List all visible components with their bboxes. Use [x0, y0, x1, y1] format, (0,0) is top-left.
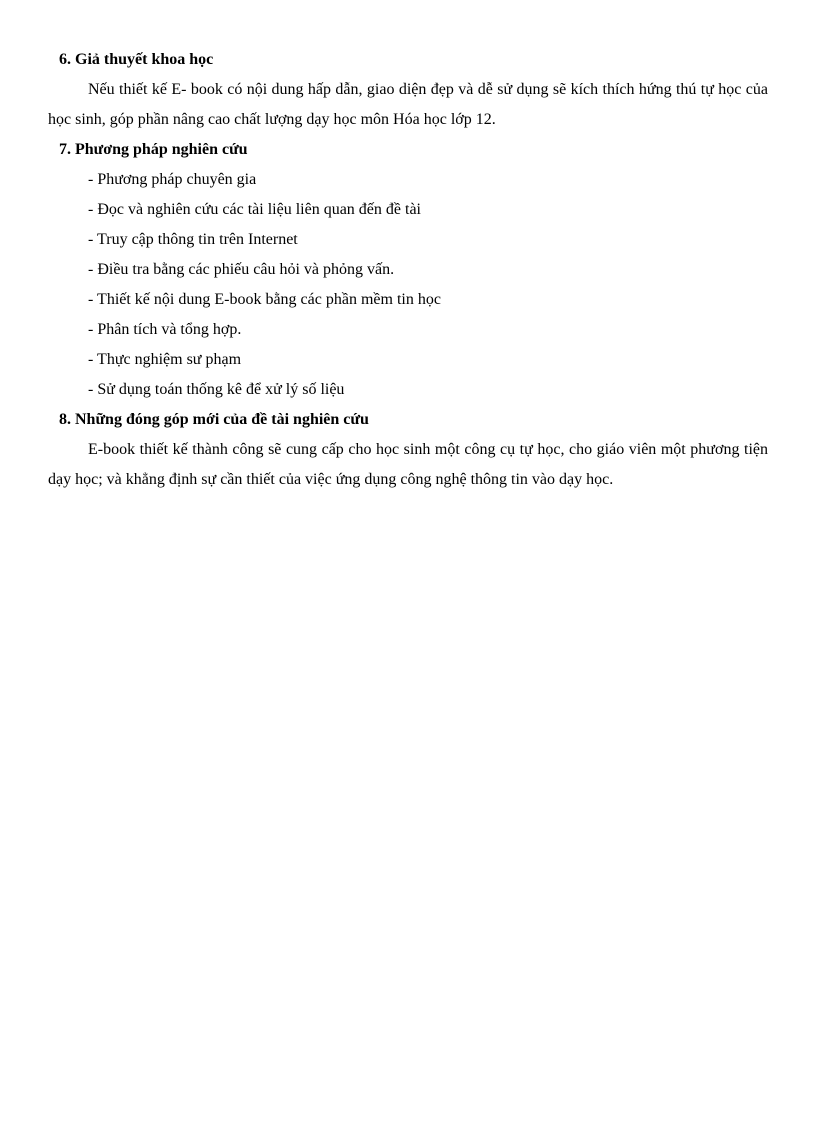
methods-list [48, 165, 768, 405]
section-6-heading: 6. Giả thuyết khoa học [59, 51, 214, 68]
list-item: - Truy cập thông tin trên Internet [88, 231, 298, 248]
document-page [48, 45, 768, 495]
section-8-heading: 8. Những đóng góp mới của đề tài nghiên cứu [59, 411, 369, 428]
list-item: - Điều tra bằng các phiếu câu hỏi và phỏng vấn. [88, 261, 395, 278]
list-item: - Phân tích và tổng hợp. [88, 321, 242, 338]
list-item: - Thiết kế nội dung E-book bằng các phần mềm tin học [88, 291, 441, 308]
list-item: - Đọc và nghiên cứu các tài liệu liên quan đến đề tài [88, 201, 421, 218]
section-6-paragraph: Nếu thiết kế E- book có nội dung hấp dẫn, giao diện đẹp và dễ sử dụng sẽ kích thích hứng thú tự học của học sinh, góp phần nâng cao chất lượng dạy học môn Hóa học lớp 12. [48, 81, 768, 128]
list-item: - Phương pháp chuyên gia [88, 171, 257, 188]
list-item: - Thực nghiệm sư phạm [88, 351, 242, 368]
section-7-heading: 7. Phương pháp nghiên cứu [59, 141, 248, 158]
section-8-paragraph: E-book thiết kế thành công sẽ cung cấp cho học sinh một công cụ tự học, cho giáo viên một phương tiện dạy học; và khẳng định sự cần thiết của việc ứng dụng công nghệ thông tin vào dạy học. [48, 441, 768, 488]
list-item: - Sử dụng toán thống kê để xử lý số liệu [88, 381, 345, 398]
